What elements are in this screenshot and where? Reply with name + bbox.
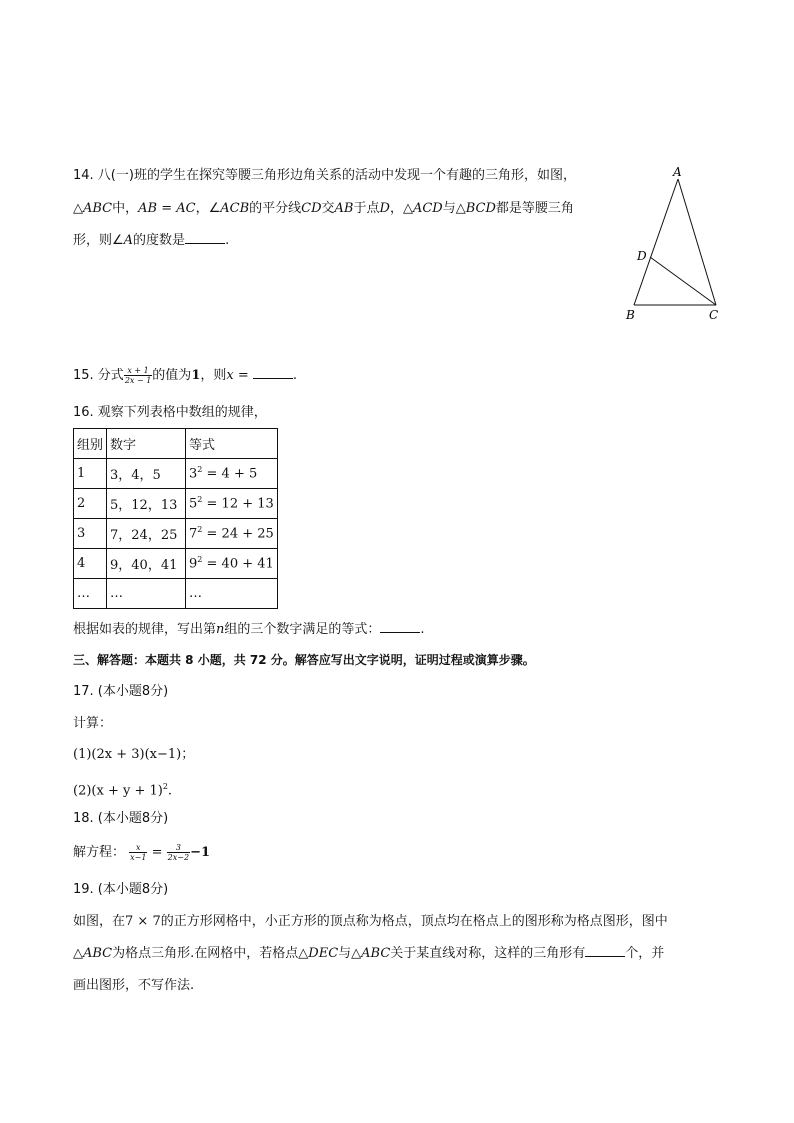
text: (1)(2x + 3)(x−1)； [73, 747, 195, 762]
q16-intro [73, 403, 267, 423]
q14-line-3 [73, 231, 229, 251]
text: . [420, 622, 425, 637]
cell [186, 459, 278, 489]
math-abc: ABC [361, 946, 391, 961]
math-cd: CD [301, 201, 322, 216]
text: 关于某直线对称，这样的三角形有 [390, 946, 586, 961]
table-row [74, 549, 278, 579]
fraction-rhs [167, 843, 190, 862]
cell: 4 [74, 549, 107, 579]
cell: 7，24，25 [107, 519, 186, 549]
q19-line-1 [73, 912, 668, 932]
text: 画出图形，不写作法. [73, 978, 195, 993]
math-ab: AB [334, 201, 354, 216]
label-b: B [626, 308, 635, 322]
text: 15. 分式 [73, 368, 124, 383]
base: 9 [189, 556, 198, 572]
math-acb: ACB [220, 201, 250, 216]
base: 7 [189, 526, 198, 542]
math-dec: DEC [308, 946, 339, 961]
cell: … [186, 579, 278, 609]
answer-blank[interactable] [253, 366, 293, 379]
header-numbers: 数字 [107, 429, 186, 459]
numerator: x + 1 [124, 366, 152, 376]
rhs: = 24 + 25 [202, 526, 274, 542]
q15-line [73, 366, 297, 386]
text: 18. (本小题8分) [73, 811, 169, 826]
text: 组的三个数字满足的等式： [224, 622, 381, 637]
table-row [74, 489, 278, 519]
text: 个，并 [625, 946, 665, 961]
text: 的度数是 [133, 233, 186, 248]
q17-part1 [73, 745, 194, 765]
exponent: 2 [197, 465, 203, 475]
cell [186, 549, 278, 579]
equals: = [151, 845, 163, 860]
q16-question [73, 620, 425, 640]
text: 三、解答题：本题共 8 小题，共 72 分。解答应写出文字说明，证明过程或演算步骤。 [73, 653, 535, 667]
text: ，△ [389, 201, 413, 216]
text: 形，则∠ [73, 233, 124, 248]
cell [186, 519, 278, 549]
cell: 2 [74, 489, 107, 519]
q14-line-2 [73, 199, 574, 219]
cell: 3，4，5 [107, 459, 186, 489]
text: (2)(x + y + 1) [73, 783, 163, 799]
fraction-lhs [129, 843, 147, 862]
base: 5 [189, 496, 198, 512]
text: 的值为 [152, 368, 192, 383]
segment-cd [650, 257, 716, 305]
math-abc: ABC [83, 201, 113, 216]
table-header [74, 429, 278, 459]
text: . [292, 368, 298, 383]
header-equation: 等式 [186, 429, 278, 459]
table-row [74, 459, 278, 489]
cell: … [107, 579, 186, 609]
cell: 3 [74, 519, 107, 549]
denominator: 2x−2 [167, 853, 190, 862]
numerator: x [129, 843, 147, 853]
q14-line-1 [73, 166, 576, 186]
text: 根据如表的规律，写出第 [73, 622, 217, 637]
q14-text-1: 14. 八(一)班的学生在探究等腰三角形边角关系的活动中发现一个有趣的三角形，如图， [73, 168, 576, 183]
exponent: 2 [197, 495, 203, 505]
text: 与△ [338, 946, 362, 961]
text: . [167, 783, 173, 799]
label-d: D [637, 249, 647, 263]
pattern-table [73, 428, 278, 609]
text: 的平分线 [249, 201, 302, 216]
q18-title [73, 809, 168, 829]
text: 与△ [442, 201, 466, 216]
answer-blank[interactable] [585, 944, 625, 957]
cell: 1 [74, 459, 107, 489]
exponent: 2 [197, 525, 203, 535]
triangle-symbol: △ [73, 946, 83, 961]
section-heading [73, 650, 535, 670]
q17-part2 [73, 777, 172, 801]
text: . [225, 233, 230, 248]
text: 为格点三角形.在网格中，若格点△ [112, 946, 309, 961]
math-ab-eq-ac: AB = AC [138, 201, 196, 216]
math-acd: ACD [412, 201, 443, 216]
text: 的正方形网格中，小正方形的顶点称为格点，顶点均在格点上的图形称为格点图形，图中 [160, 914, 668, 929]
rhs: = 40 + 41 [202, 556, 274, 572]
cell: … [74, 579, 107, 609]
text: 都是等腰三角 [495, 201, 574, 216]
denominator: 2x − 1 [124, 376, 152, 385]
numerator: 3 [167, 843, 190, 853]
text: 计算： [73, 716, 113, 731]
math-grid: 7 × 7 [125, 914, 161, 929]
triangle-symbol: △ [73, 201, 83, 216]
side-ac [678, 179, 716, 305]
rhs: = 4 + 5 [202, 466, 258, 482]
answer-blank[interactable] [380, 620, 420, 633]
text: 17. (本小题8分) [73, 684, 169, 699]
text: 如图，在 [73, 914, 126, 929]
q18-equation [73, 843, 210, 863]
triangle-figure [620, 162, 730, 327]
q19-line-3 [73, 976, 194, 996]
rhs: = 12 + 13 [202, 496, 274, 512]
text: ，则 [200, 368, 227, 383]
text: 解方程： [73, 845, 126, 860]
label-c: C [709, 308, 719, 322]
table-row [74, 519, 278, 549]
exponent: 2 [162, 782, 168, 791]
cell: 5，12，13 [107, 489, 186, 519]
fraction [124, 366, 152, 385]
text: 19. (本小题8分) [73, 882, 169, 897]
side-ab [634, 179, 678, 305]
table-row [74, 579, 278, 609]
text: ，∠ [195, 201, 221, 216]
math-x-eq: x = [226, 368, 249, 383]
q19-title [73, 880, 168, 900]
header-group: 组别 [74, 429, 107, 459]
text: 于点 [353, 201, 380, 216]
cell: 9，40，41 [107, 549, 186, 579]
math-bcd: BCD [465, 201, 496, 216]
denominator: x−1 [130, 853, 147, 862]
label-a: A [673, 165, 682, 179]
base: 3 [189, 466, 198, 482]
answer-blank[interactable] [185, 231, 225, 244]
q17-title [73, 682, 168, 702]
exponent: 2 [197, 555, 203, 565]
cell [186, 489, 278, 519]
math-abc: ABC [83, 946, 113, 961]
text: 交 [321, 201, 335, 216]
math-d: D [379, 201, 390, 216]
q17-calc [73, 714, 112, 734]
text: 中， [112, 201, 139, 216]
text: −1 [190, 845, 211, 860]
q19-line-2 [73, 944, 664, 964]
math-n: n [216, 622, 225, 637]
text: 16. 观察下列表格中数组的规律， [73, 405, 267, 420]
value-one: 1 [191, 368, 201, 383]
math-a: A [123, 233, 134, 248]
